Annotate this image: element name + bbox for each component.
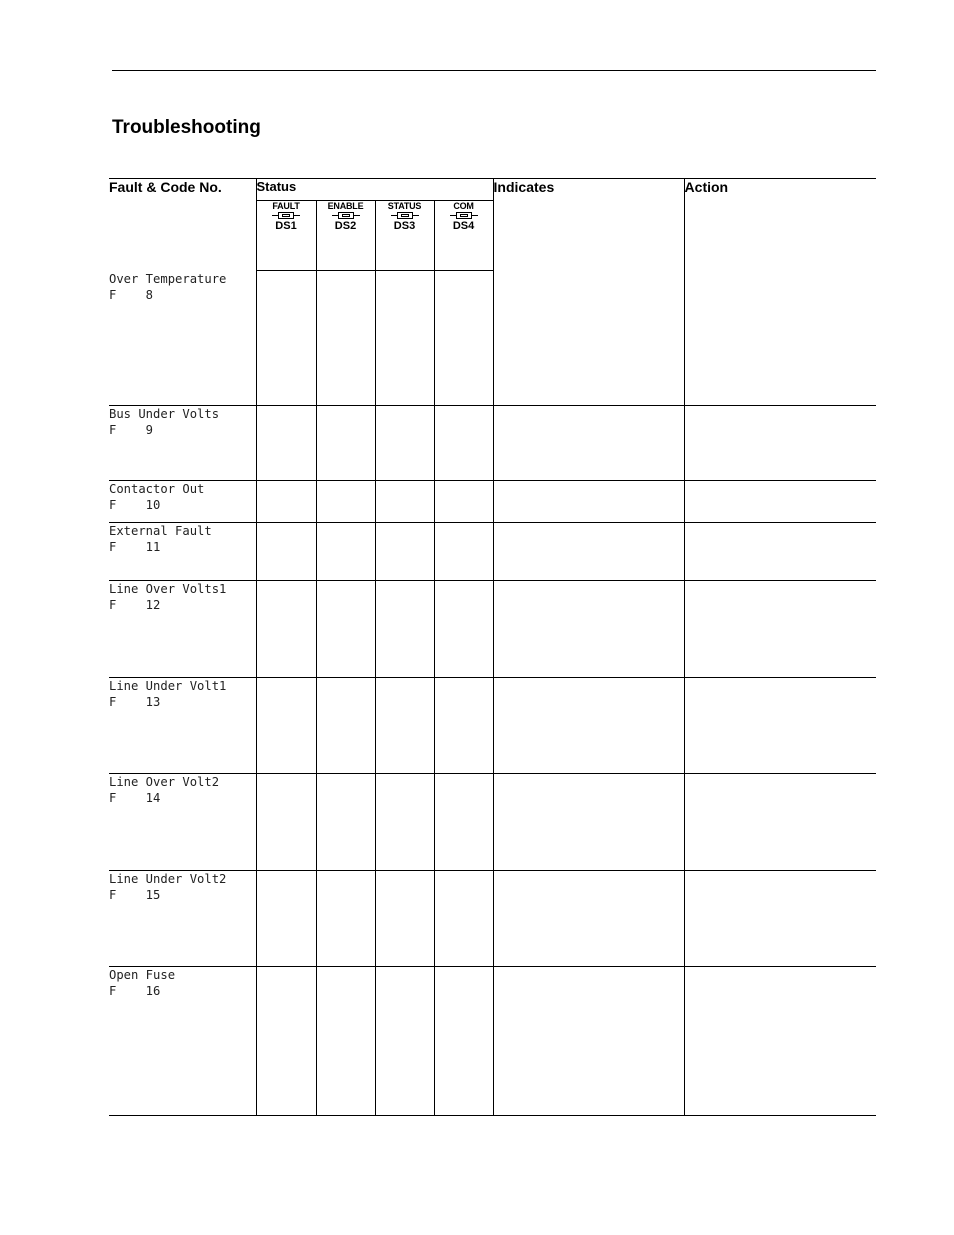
- fault-cell: [109, 774, 256, 871]
- fault-name: Line Over Volts1: [109, 582, 227, 596]
- fault-code: F 12: [109, 598, 161, 612]
- fault-name: Line Under Volt2: [109, 872, 227, 886]
- ds2-cell: [316, 871, 375, 967]
- ds2-cell: [316, 406, 375, 481]
- action-cell: [684, 967, 876, 1116]
- fault-name: External Fault: [109, 524, 212, 538]
- ds3-cell: [375, 967, 434, 1116]
- fault-cell: [109, 406, 256, 481]
- ds1-cell: [256, 774, 316, 871]
- action-cell: [684, 581, 876, 678]
- indicates-cell: [493, 871, 684, 967]
- ds3-cell: [375, 523, 434, 581]
- ds4-cell: [434, 678, 493, 774]
- action-cell: [684, 481, 876, 523]
- ds2-cell: [316, 967, 375, 1116]
- led-ds-label: DS4: [452, 220, 475, 232]
- action-cell: [684, 271, 876, 406]
- ds2-cell: [316, 678, 375, 774]
- indicates-cell: [493, 406, 684, 481]
- ds3-cell: [375, 481, 434, 523]
- led-name: STATUS: [387, 201, 422, 211]
- ds3-cell: [375, 271, 434, 406]
- led-ds-label: DS1: [275, 220, 297, 232]
- action-cell: [684, 406, 876, 481]
- fault-name: Line Under Volt1: [109, 679, 227, 693]
- led-ds-label: DS2: [334, 220, 357, 232]
- table-row: [109, 271, 876, 406]
- fault-name: Bus Under Volts: [109, 407, 220, 421]
- led-icon: [272, 212, 300, 219]
- fault-code-header: Fault & Code No.: [109, 179, 256, 271]
- led-name: COM: [453, 201, 474, 211]
- fault-code: F 15: [109, 888, 161, 902]
- fault-cell: [109, 271, 256, 406]
- fault-name: Line Over Volt2: [109, 775, 220, 789]
- table-row: [109, 871, 876, 967]
- ds1-cell: [256, 406, 316, 481]
- fault-code: F 16: [109, 984, 161, 998]
- fault-cell: [109, 481, 256, 523]
- table-row: [109, 581, 876, 678]
- led-header-ds4: [434, 201, 493, 271]
- ds3-cell: [375, 678, 434, 774]
- ds4-cell: [434, 271, 493, 406]
- header-rule: [112, 70, 876, 71]
- ds1-cell: [256, 481, 316, 523]
- ds4-cell: [434, 774, 493, 871]
- ds1-cell: [256, 967, 316, 1116]
- ds4-cell: [434, 581, 493, 678]
- ds1-cell: [256, 523, 316, 581]
- table-row: [109, 406, 876, 481]
- table-row: [109, 774, 876, 871]
- fault-code: F 9: [109, 423, 154, 437]
- indicates-header: Indicates: [493, 179, 684, 271]
- troubleshooting-table: [109, 178, 876, 1116]
- ds1-cell: [256, 581, 316, 678]
- ds4-cell: [434, 871, 493, 967]
- action-cell: [684, 678, 876, 774]
- table-row: [109, 481, 876, 523]
- fault-code: F 14: [109, 791, 161, 805]
- led-name: FAULT: [272, 201, 300, 211]
- led-header-ds2: [316, 201, 375, 271]
- fault-cell: [109, 871, 256, 967]
- page-title: Troubleshooting: [112, 117, 261, 138]
- ds4-cell: [434, 967, 493, 1116]
- ds4-cell: [434, 406, 493, 481]
- fault-name: Contactor Out: [109, 482, 205, 496]
- action-cell: [684, 523, 876, 581]
- fault-cell: [109, 581, 256, 678]
- indicates-cell: [493, 523, 684, 581]
- led-icon: [450, 212, 478, 219]
- ds3-cell: [375, 774, 434, 871]
- fault-code: F 11: [109, 540, 161, 554]
- ds4-cell: [434, 481, 493, 523]
- led-icon: [332, 212, 360, 219]
- led-header-ds3: [375, 201, 434, 271]
- fault-cell: [109, 678, 256, 774]
- action-cell: [684, 871, 876, 967]
- fault-cell: [109, 523, 256, 581]
- fault-name: Over Temperature: [109, 271, 227, 286]
- fault-code: F 10: [109, 498, 161, 512]
- led-name: ENABLE: [327, 201, 364, 211]
- table-row: [109, 523, 876, 581]
- ds1-cell: [256, 871, 316, 967]
- ds1-cell: [256, 678, 316, 774]
- indicates-cell: [493, 271, 684, 406]
- action-header: Action: [684, 179, 876, 271]
- table-row: [109, 678, 876, 774]
- led-header-ds1: [256, 201, 316, 271]
- ds3-cell: [375, 581, 434, 678]
- ds3-cell: [375, 871, 434, 967]
- led-icon: [391, 212, 419, 219]
- ds2-cell: [316, 271, 375, 406]
- ds1-cell: [256, 271, 316, 406]
- fault-code: F 13: [109, 695, 161, 709]
- fault-name: Open Fuse: [109, 968, 176, 982]
- indicates-cell: [493, 678, 684, 774]
- ds4-cell: [434, 523, 493, 581]
- ds2-cell: [316, 774, 375, 871]
- ds2-cell: [316, 481, 375, 523]
- action-cell: [684, 774, 876, 871]
- status-header: Status: [256, 179, 493, 201]
- fault-cell: [109, 967, 256, 1116]
- indicates-cell: [493, 481, 684, 523]
- fault-code: F 8: [109, 287, 154, 302]
- indicates-cell: [493, 774, 684, 871]
- indicates-cell: [493, 967, 684, 1116]
- led-ds-label: DS3: [393, 220, 416, 232]
- ds3-cell: [375, 406, 434, 481]
- table-row: [109, 967, 876, 1116]
- ds2-cell: [316, 523, 375, 581]
- indicates-cell: [493, 581, 684, 678]
- ds2-cell: [316, 581, 375, 678]
